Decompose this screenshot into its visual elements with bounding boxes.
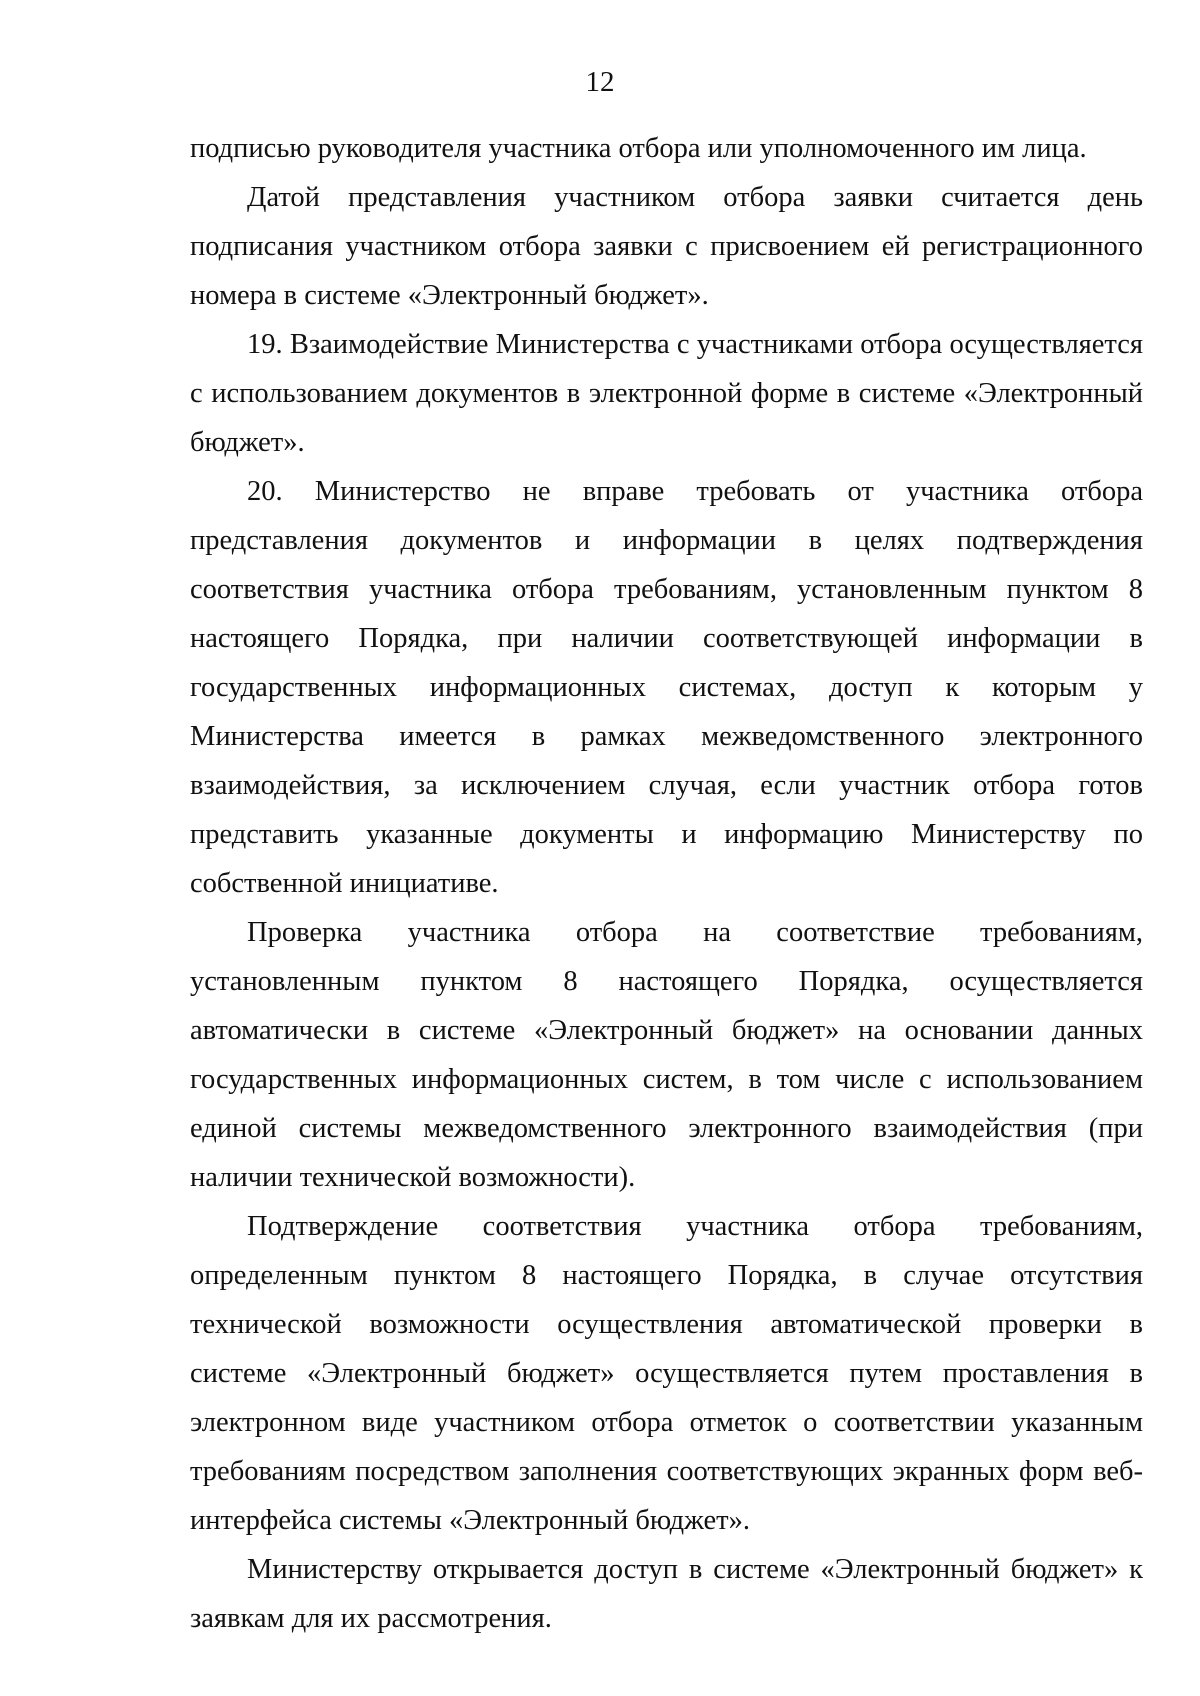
paragraph-19-interaction: 19. Взаимодействие Министерства с участниками отбора осуществляется с использованием документов в электронной форме в системе «Электронный бюджет». — [190, 329, 1143, 458]
paragraph-continuation: подписью руководителя участника отбора или уполномоченного им лица. — [190, 133, 1087, 164]
page-number: 12 — [585, 66, 615, 98]
paragraph-20-no-requirement: 20. Министерство не вправе требовать от участника отбора представления документов и информации в целях подтверждения соответствия участника отбора требованиям, установленным пунктом 8 настоящего Порядка, при наличии соответствующей информации в государственных информационных системах, доступ к которым у Министерства имеется в рамках межведомственного электронного взаимодействия, за исключением случая, если участник отбора готов представить указанные документы и информацию Министерству по собственной инициативе. — [190, 476, 1143, 899]
paragraph-confirmation: Подтверждение соответствия участника отбора требованиям, определенным пунктом 8 настоящего Порядка, в случае отсутствия технической возможности осуществления автоматической проверки в системе «Электронный бюджет» осуществляется путем проставления в электронном виде участником отбора отметок о соответствии указанным требованиям посредством заполнения соответствующих экранных форм веб-интерфейса системы «Электронный бюджет». — [190, 1211, 1143, 1536]
paragraph-access: Министерству открывается доступ в системе «Электронный бюджет» к заявкам для их рассмотрения. — [190, 1554, 1143, 1634]
document-body — [190, 124, 1143, 1643]
paragraph-automatic-check: Проверка участника отбора на соответствие требованиям, установленным пунктом 8 настоящего Порядка, осуществляется автоматически в системе «Электронный бюджет» на основании данных государственных информационных систем, в том числе с использованием единой системы межведомственного электронного взаимодействия (при наличии технической возможности). — [190, 917, 1143, 1193]
paragraph-submission-date: Датой представления участником отбора заявки считается день подписания участником отбора заявки с присвоением ей регистрационного номера в системе «Электронный бюджет». — [190, 182, 1143, 311]
